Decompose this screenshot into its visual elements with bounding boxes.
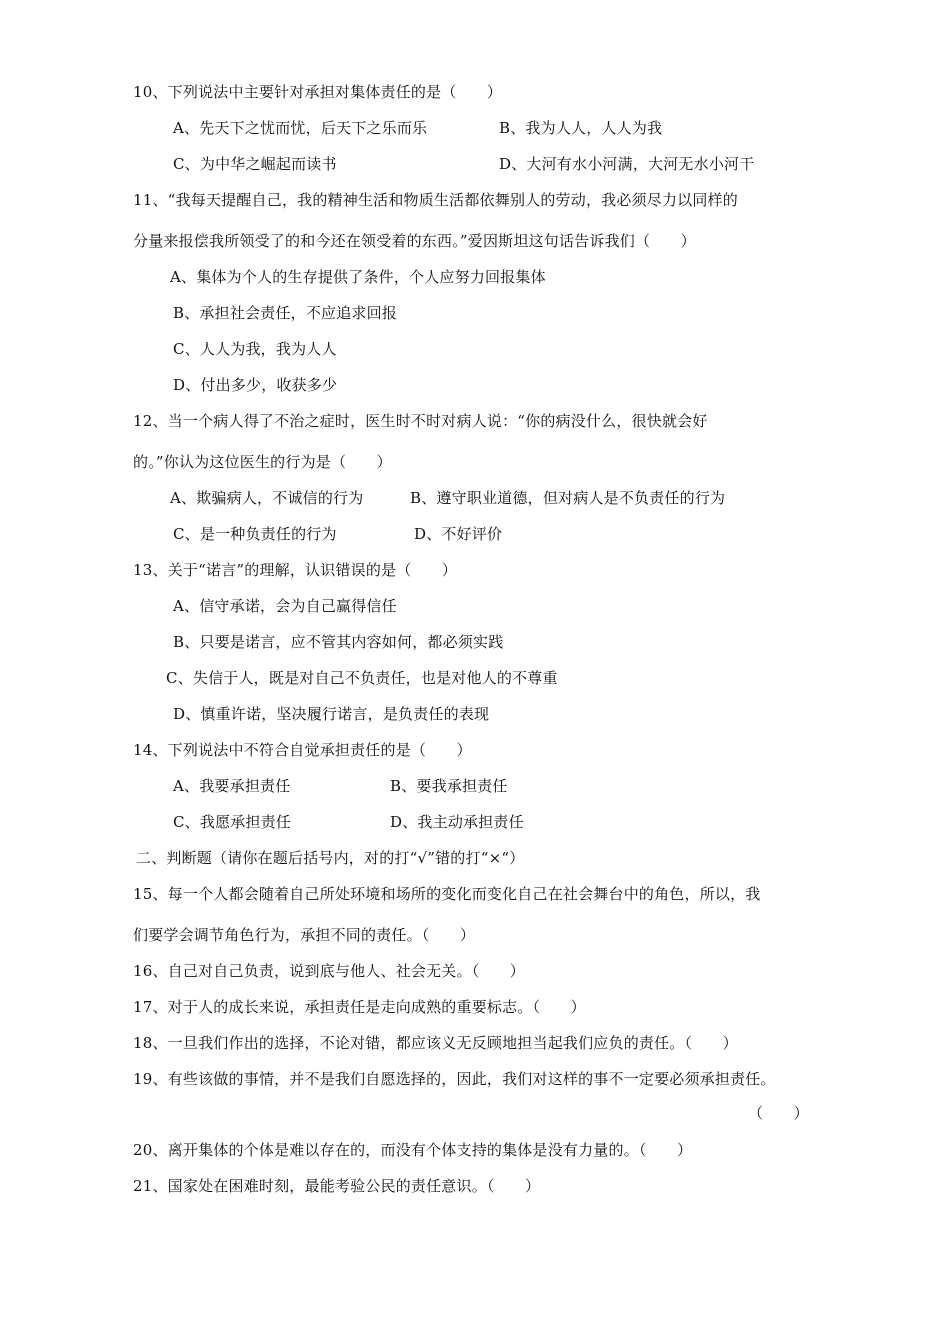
q11-stem-line1: 11、“我每天提醒自己，我的精神生活和物质生活都依舞别人的劳动，我必须尽力以同样的 — [133, 191, 738, 209]
q15-line2: 们要学会调节角色行为，承担不同的责任。（ ） — [133, 926, 476, 944]
q10-option-d: D、大河有水小河满，大河无水小河干 — [499, 155, 755, 173]
q16: 16、自己对自己负责，说到底与他人、社会无关。（ ） — [133, 962, 525, 980]
q15-line1: 15、每一个人都会随着自己所处环境和场所的变化而变化自己在社会舞台中的角色，所以，我 — [133, 885, 761, 903]
q12-stem-line2: 的。”你认为这位医生的行为是（ ） — [133, 453, 392, 471]
q13-option-a: A、信守承诺，会为自己赢得信任 — [173, 597, 397, 615]
q11-option-d: D、付出多少，收获多少 — [173, 376, 338, 394]
q12-option-d: D、不好评价 — [414, 525, 503, 543]
q17: 17、对于人的成长来说，承担责任是走向成熟的重要标志。（ ） — [133, 998, 586, 1016]
q13-option-b: B、只要是诺言，应不管其内容如何，都必须实践 — [173, 633, 504, 651]
q12-option-b: B、遵守职业道德，但对病人是不负责任的行为 — [410, 489, 726, 507]
q14-option-c: C、我愿承担责任 — [173, 813, 292, 831]
q11-option-b: B、承担社会责任，不应追求回报 — [173, 304, 398, 322]
q18: 18、一旦我们作出的选择，不论对错，都应该义无反顾地担当起我们应负的责任。（ ） — [133, 1034, 738, 1052]
q21: 21、国家处在困难时刻，最能考验公民的责任意识。（ ） — [133, 1177, 541, 1195]
q20: 20、离开集体的个体是难以存在的，而没有个体支持的集体是没有力量的。（ ） — [133, 1141, 693, 1159]
q10-option-b: B、我为人人，人人为我 — [499, 119, 663, 137]
q10-option-c: C、为中华之崛起而读书 — [173, 155, 337, 173]
q14-stem: 14、下列说法中不符合自觉承担责任的是（ ） — [133, 741, 472, 759]
q10-stem: 10、下列说法中主要针对承担对集体责任的是（ ） — [133, 83, 503, 101]
q12-option-c: C、是一种负责任的行为 — [173, 525, 337, 543]
q11-option-c: C、人人为我，我为人人 — [173, 340, 337, 358]
q13-option-d: D、慎重许诺，坚决履行诺言，是负责任的表现 — [173, 705, 490, 723]
q14-option-b: B、要我承担责任 — [390, 777, 508, 795]
section2-heading: 二、判断题（请你在题后括号内，对的打“√”错的打“×“） — [136, 849, 525, 867]
q19-line2: （ ） — [748, 1104, 809, 1122]
q14-option-d: D、我主动承担责任 — [390, 813, 524, 831]
q10-option-a: A、先天下之忧而忧，后天下之乐而乐 — [173, 119, 428, 137]
q19-line1: 19、有些该做的事情，并不是我们自愿选择的，因此，我们对这样的事不一定要必须承担责任。 — [133, 1070, 776, 1088]
q13-option-c: C、失信于人，既是对自己不负责任，也是对他人的不尊重 — [166, 669, 558, 687]
q12-option-a: A、欺骗病人，不诚信的行为 — [170, 489, 364, 507]
q12-stem-line1: 12、当一个病人得了不治之症时，医生时不时对病人说：“你的病没什么，很快就会好 — [133, 412, 708, 430]
q11-option-a: A、集体为个人的生存提供了条件，个人应努力回报集体 — [170, 268, 546, 286]
q13-stem: 13、关于“诺言”的理解，认识错误的是（ ） — [133, 561, 458, 579]
q14-option-a: A、我要承担责任 — [173, 777, 291, 795]
q11-stem-line2: 分量来报偿我所领受了的和今还在领受着的东西。”爱因斯坦这句话告诉我们（ ） — [133, 232, 696, 250]
